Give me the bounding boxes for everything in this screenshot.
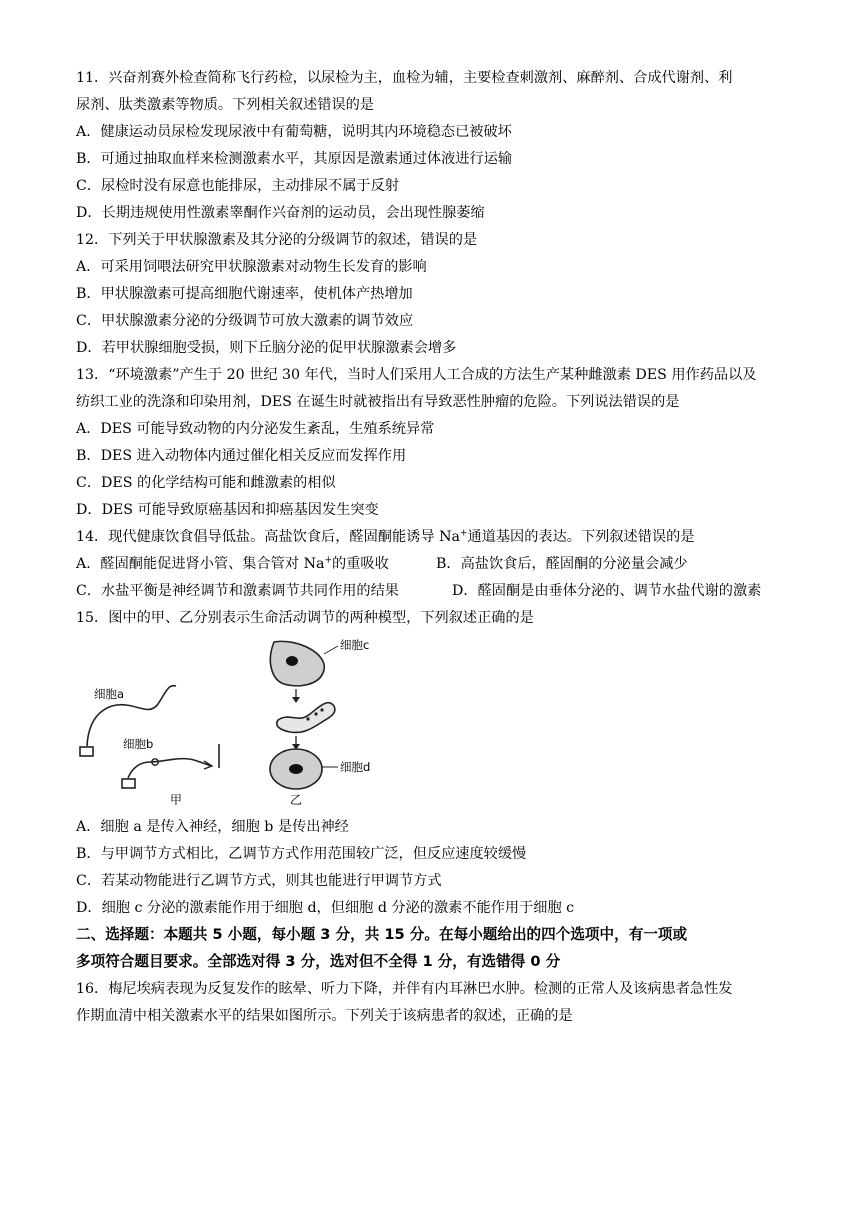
q14-option-c: C．水盐平衡是神经调节和激素调节共同作用的结果 [76, 583, 399, 599]
q14-stem [76, 527, 695, 547]
q15-figure [76, 636, 396, 812]
model-yi-diagram [270, 638, 370, 807]
q11-option-b: B．可通过抽取血样来检测激素水平，其原因是激素通过体液进行运输 [76, 151, 513, 167]
blood-vessel [277, 703, 335, 733]
cell-c-body [270, 641, 324, 685]
hormone-dot [320, 708, 323, 711]
cell-c-nucleus [286, 656, 298, 666]
q15-option-d: D．细胞 c 分泌的激素能作用于细胞 d，但细胞 d 分泌的激素不能作用于细胞 c [76, 900, 575, 916]
receptor-b-box [122, 779, 135, 788]
q15-option-b: B．与甲调节方式相比，乙调节方式作用范围较广泛，但反应速度较缓慢 [76, 846, 527, 862]
q14-option-a [76, 554, 389, 574]
q14-option-a-post: 的重吸收 [332, 556, 389, 572]
model-jia-label: 甲 [170, 793, 183, 807]
cell-c-pointer [324, 646, 338, 654]
q15-stem: 15．图中的甲、乙分别表示生命活动调节的两种模型，下列叙述正确的是 [76, 610, 534, 626]
cell-b-label: 细胞b [123, 737, 154, 751]
q13-stem-line1: 13．“环境激素”产生于 20 世纪 30 年代，当时人们采用人工合成的方法生产某种雌激素 DES 用作药品以及 [76, 367, 757, 383]
section2-heading-line2: 多项符合题目要求。全部选对得 3 分，选对但不全得 1 分，有选错得 0 分 [76, 953, 561, 970]
q16-stem-line2: 作期血清中相关激素水平的结果如图所示。下列关于该病患者的叙述，正确的是 [76, 1008, 573, 1024]
q14-option-b: B．高盐饮食后，醛固酮的分泌量会减少 [436, 556, 688, 572]
model-yi-label: 乙 [290, 793, 303, 807]
q15-option-c: C．若某动物能进行乙调节方式，则其也能进行甲调节方式 [76, 873, 442, 889]
q11-stem-line2: 尿剂、肽类激素等物质。下列相关叙述错误的是 [76, 97, 374, 113]
cell-a-label: 细胞a [94, 687, 125, 701]
q11-option-c: C．尿检时没有尿意也能排尿，主动排尿不属于反射 [76, 178, 399, 194]
q13-option-d: D．DES 可能导致原癌基因和抑癌基因发生突变 [76, 502, 379, 518]
q12-option-c: C．甲状腺激素分泌的分级调节可放大激素的调节效应 [76, 313, 414, 329]
q12-option-a: A．可采用饲喂法研究甲状腺激素对动物生长发育的影响 [76, 259, 427, 275]
q12-option-b: B．甲状腺激素可提高细胞代谢速率，使机体产热增加 [76, 286, 413, 302]
q14-stem-post: 通道基因的表达。下列叙述错误的是 [467, 529, 695, 545]
q14-options-row2 [76, 581, 796, 601]
q12-option-d: D．若甲状腺细胞受损，则下丘脑分泌的促甲状腺激素会增多 [76, 340, 457, 356]
sodium-superscript: + [459, 528, 468, 539]
q16-stem-line1: 16．梅尼埃病表现为反复发作的眩晕、听力下降，并伴有内耳淋巴水肿。检测的正常人及该病患者急性发 [76, 981, 733, 997]
model-jia-diagram [80, 686, 219, 807]
hormone-dot [306, 717, 309, 720]
hormone-dot [314, 712, 317, 715]
receptor-a-box [80, 747, 93, 756]
q13-option-a: A．DES 可能导致动物的内分泌发生紊乱，生殖系统异常 [76, 421, 435, 437]
q14-option-a-pre: A．醛固酮能促进肾小管、集合管对 Na [76, 556, 325, 572]
q13-option-b: B．DES 进入动物体内通过催化相关反应而发挥作用 [76, 448, 407, 464]
q13-stem-line2: 纺织工业的洗涤和印染用剂，DES 在诞生时就被指出有导致恶性肿瘤的危险。下列说法错误的是 [76, 394, 680, 410]
q14-stem-pre: 14．现代健康饮食倡导低盐。高盐饮食后，醛固酮能诱导 Na [76, 529, 460, 545]
cell-c-label: 细胞c [340, 638, 370, 652]
cell-d-label: 细胞d [340, 760, 371, 774]
sodium-superscript: + [324, 555, 332, 566]
q11-stem-line1: 11．兴奋剂赛外检查简称飞行药检，以尿检为主，血检为辅，主要检查刺激剂、麻醉剂、合成代谢剂、利 [76, 70, 733, 86]
q11-option-d: D．长期违规使用性激素睾酮作兴奋剂的运动员，会出现性腺萎缩 [76, 205, 485, 221]
arrow-head [292, 697, 300, 703]
section2-heading-line1: 二、选择题：本题共 5 小题，每小题 3 分，共 15 分。在每小题给出的四个选项中，有一项或 [76, 926, 688, 943]
q11-option-a: A．健康运动员尿检发现尿液中有葡萄糖，说明其内环境稳态已被破坏 [76, 124, 512, 140]
cell-d-nucleus [289, 764, 303, 774]
q14-option-d: D．醛固酮是由垂体分泌的、调节水盐代谢的激素 [452, 583, 762, 599]
q13-option-c: C．DES 的化学结构可能和雌激素的相似 [76, 475, 336, 491]
cell-b-axon [128, 759, 211, 778]
q15-option-a: A．细胞 a 是传入神经，细胞 b 是传出神经 [76, 819, 349, 835]
q14-options-row1 [76, 554, 776, 574]
q12-stem: 12．下列关于甲状腺激素及其分泌的分级调节的叙述，错误的是 [76, 232, 478, 248]
